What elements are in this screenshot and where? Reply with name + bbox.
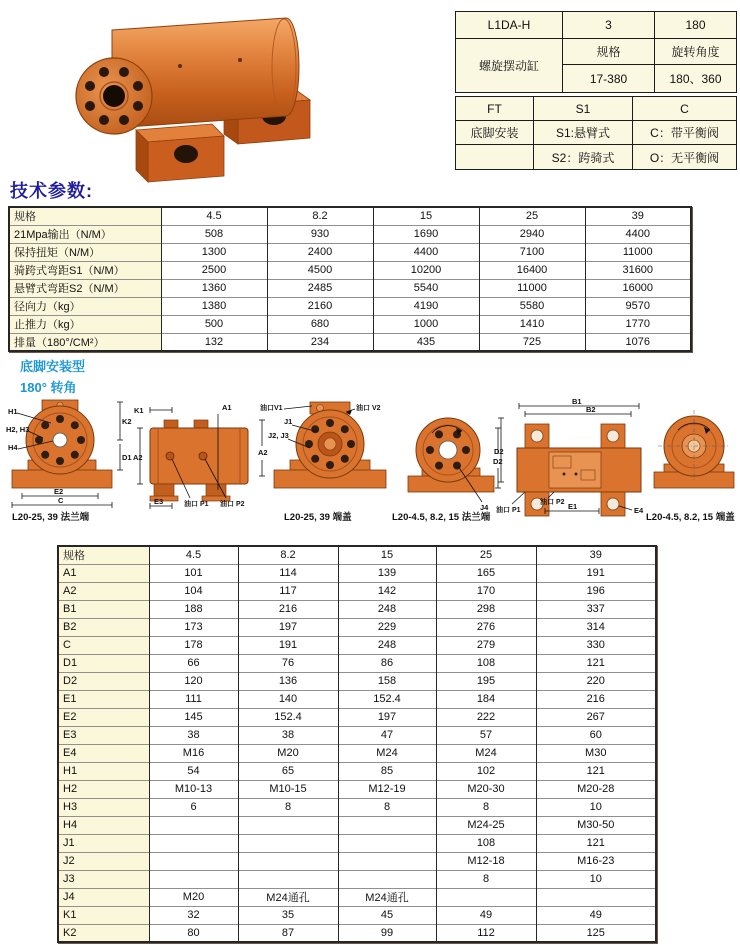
- tech-params-table: [8, 206, 692, 352]
- cell-value: 5580: [479, 297, 585, 315]
- diagram-flange-end-large: [6, 398, 134, 510]
- cell-value: 4400: [585, 225, 691, 243]
- diagram-top-view-small: [492, 398, 652, 518]
- row-label: E3: [58, 726, 149, 744]
- mounting-option-table: [455, 96, 737, 170]
- row-label: H2: [58, 780, 149, 798]
- dim-label-k2: K2: [122, 417, 132, 426]
- row-label: 径向力（kg）: [9, 297, 161, 315]
- cell-value: 1076: [585, 333, 691, 351]
- cell-value: 60: [536, 726, 656, 744]
- table-row: [58, 708, 656, 726]
- table-row: [9, 243, 691, 261]
- caption-flange-end-large: L20-25, 39 法兰端: [12, 512, 90, 523]
- row-label: E2: [58, 708, 149, 726]
- mount-type-label: 底脚安装型: [20, 359, 86, 374]
- table-row: [58, 924, 656, 942]
- row-label: 排量（180°/CM²）: [9, 333, 161, 351]
- cell-value: 435: [373, 333, 479, 351]
- cell-value: [338, 852, 436, 870]
- table-row: [58, 798, 656, 816]
- cell-value: 4500: [267, 261, 373, 279]
- cell-value: 7100: [479, 243, 585, 261]
- cell-value: 4190: [373, 297, 479, 315]
- caption-end-cap-small: L20-4.5, 8.2, 15 端盖: [646, 512, 735, 523]
- cell-value: 132: [161, 333, 267, 351]
- cell-value: 112: [436, 924, 536, 942]
- cell-value: [338, 834, 436, 852]
- table-row: [58, 654, 656, 672]
- header-row: [58, 546, 656, 564]
- cell-value: 2400: [267, 243, 373, 261]
- table-row: [9, 225, 691, 243]
- cell-value: 16000: [585, 279, 691, 297]
- c-code-cell: C: [633, 97, 737, 121]
- cell-value: 47: [338, 726, 436, 744]
- caption-flange-end-small: L20-4.5, 8.2, 15 法兰端: [392, 512, 491, 523]
- cell-value: 195: [436, 672, 536, 690]
- table-row: [58, 834, 656, 852]
- cell-value: M24: [338, 744, 436, 762]
- port-label-v1: 油口V1: [260, 405, 283, 412]
- cell-value: M20-30: [436, 780, 536, 798]
- cell-value: 8: [338, 798, 436, 816]
- dimension-diagrams: [0, 396, 740, 536]
- cell-value: 108: [436, 834, 536, 852]
- cell-value: 248: [338, 600, 436, 618]
- table-row: [58, 780, 656, 798]
- cell-value: 49: [536, 906, 656, 924]
- row-label: J2: [58, 852, 149, 870]
- cell-value: 152.4: [238, 708, 338, 726]
- cell-value: 178: [149, 636, 238, 654]
- mount-label-cell: 底脚安装: [456, 121, 534, 145]
- cell-value: [238, 852, 338, 870]
- cell-value: [436, 888, 536, 906]
- row-label: H3: [58, 798, 149, 816]
- cell-value: 125: [536, 924, 656, 942]
- cell-value: 2160: [267, 297, 373, 315]
- row-label: C: [58, 636, 149, 654]
- s-code-cell: S1: [534, 97, 633, 121]
- dim-label-d2: D2: [494, 447, 504, 456]
- cell-value: 139: [338, 564, 436, 582]
- port-label-p2: 油口 P2: [220, 501, 245, 508]
- center-hole: [53, 433, 67, 447]
- empty-cell: [456, 145, 534, 170]
- cell-value: 8: [238, 798, 338, 816]
- table-row: [9, 333, 691, 351]
- dim-label-j4: J4: [480, 503, 489, 512]
- table-row: [456, 39, 737, 65]
- table-row: [9, 297, 691, 315]
- angle-label-blue: 180° 转角: [20, 380, 77, 395]
- cell-value: [149, 816, 238, 834]
- cell-value: 120: [149, 672, 238, 690]
- dim-label-d2-top: D2: [493, 457, 503, 466]
- row-label: A2: [58, 582, 149, 600]
- cell-value: 222: [436, 708, 536, 726]
- cell-value: 49: [436, 906, 536, 924]
- cell-value: 16400: [479, 261, 585, 279]
- cell-value: 508: [161, 225, 267, 243]
- cell-value: M20-28: [536, 780, 656, 798]
- mount-code-cell: FT: [456, 97, 534, 121]
- cell-value: M10-15: [238, 780, 338, 798]
- table-row: [9, 315, 691, 333]
- cell-value: M24: [436, 744, 536, 762]
- row-label: E4: [58, 744, 149, 762]
- cell-value: 10200: [373, 261, 479, 279]
- table-row: [58, 690, 656, 708]
- row-label: 止推力（kg）: [9, 315, 161, 333]
- cell-value: 337: [536, 600, 656, 618]
- row-label: J4: [58, 888, 149, 906]
- port-label-p1: 油口 P1: [184, 501, 209, 508]
- cell-value: 158: [338, 672, 436, 690]
- row-label: E1: [58, 690, 149, 708]
- angle-code-cell: 180: [655, 12, 737, 39]
- row-label: A1: [58, 564, 149, 582]
- row-label: D1: [58, 654, 149, 672]
- cell-value: 165: [436, 564, 536, 582]
- row-label: B1: [58, 600, 149, 618]
- header-row: [9, 207, 691, 225]
- cell-value: 184: [436, 690, 536, 708]
- cell-value: 191: [536, 564, 656, 582]
- dim-label-k1: K1: [134, 406, 144, 415]
- cell-value: 145: [149, 708, 238, 726]
- cell-value: 276: [436, 618, 536, 636]
- dim-label-a2: A2: [133, 453, 143, 462]
- table-row: [58, 888, 656, 906]
- cell-value: M20: [149, 888, 238, 906]
- dim-label-a1: A1: [222, 403, 232, 412]
- cell-value: 173: [149, 618, 238, 636]
- cell-value: 102: [436, 762, 536, 780]
- dim-label-h4: H4: [8, 443, 18, 452]
- s1-option-cell: S1:悬臂式: [534, 121, 633, 145]
- port-label-p1-top: 油口 P1: [496, 507, 521, 514]
- cell-value: 99: [338, 924, 436, 942]
- cell-value: 279: [436, 636, 536, 654]
- cell-value: 31600: [585, 261, 691, 279]
- dim-label-e2: E2: [54, 487, 64, 496]
- table-row: [58, 564, 656, 582]
- table-row: [58, 870, 656, 888]
- table-row: [58, 582, 656, 600]
- cell-value: 10: [536, 870, 656, 888]
- dim-label-h2-h3: H2, H3: [6, 425, 30, 434]
- cell-value: 57: [436, 726, 536, 744]
- cell-value: 2940: [479, 225, 585, 243]
- cell-value: 11000: [585, 243, 691, 261]
- cell-value: 9570: [585, 297, 691, 315]
- cell-value: [149, 870, 238, 888]
- cell-value: 35: [238, 906, 338, 924]
- col-header: 15: [373, 207, 479, 225]
- cell-value: 725: [479, 333, 585, 351]
- cell-value: 10: [536, 798, 656, 816]
- cell-value: 111: [149, 690, 238, 708]
- cell-value: [338, 816, 436, 834]
- cell-value: M24通孔: [238, 888, 338, 906]
- row-label: K1: [58, 906, 149, 924]
- mounting-foot-front: [136, 124, 224, 182]
- row-label: 21Mpa输出（N/M）: [9, 225, 161, 243]
- diagram-side-view-large: [132, 398, 262, 512]
- angle-options-cell: 180、360: [655, 65, 737, 93]
- caption-end-cap-large: L20-25, 39 端盖: [284, 512, 352, 523]
- dim-label-e1: E1: [568, 502, 578, 511]
- cell-value: M20: [238, 744, 338, 762]
- cell-value: 6: [149, 798, 238, 816]
- cell-value: M30: [536, 744, 656, 762]
- dim-label-c: C: [58, 496, 64, 505]
- cell-value: 1770: [585, 315, 691, 333]
- cell-value: 234: [267, 333, 373, 351]
- cell-value: [238, 834, 338, 852]
- dim-label-d1: D1: [122, 453, 132, 462]
- table-row: [58, 618, 656, 636]
- cell-value: 1360: [161, 279, 267, 297]
- dim-label-h1: H1: [8, 407, 18, 416]
- dim-label-e3: E3: [154, 497, 164, 506]
- port-p1-hole: [166, 452, 174, 460]
- cell-value: 220: [536, 672, 656, 690]
- table-row: [58, 762, 656, 780]
- cell-value: 152.4: [338, 690, 436, 708]
- col-header-label: 规格: [58, 546, 149, 564]
- cell-value: 86: [338, 654, 436, 672]
- cell-value: 5540: [373, 279, 479, 297]
- cell-value: 248: [338, 636, 436, 654]
- cell-value: 1000: [373, 315, 479, 333]
- col-header: 8.2: [267, 207, 373, 225]
- row-label: 悬臂式弯距S2（N/M）: [9, 279, 161, 297]
- table-row: [9, 261, 691, 279]
- cell-value: 1380: [161, 297, 267, 315]
- model-code-table: [455, 11, 737, 93]
- table-row: [58, 672, 656, 690]
- col-header: 39: [585, 207, 691, 225]
- row-label: J3: [58, 870, 149, 888]
- col-header: 15: [338, 546, 436, 564]
- cell-value: 108: [436, 654, 536, 672]
- cell-value: 121: [536, 762, 656, 780]
- cell-value: 500: [161, 315, 267, 333]
- col-header: 4.5: [161, 207, 267, 225]
- cell-value: 2500: [161, 261, 267, 279]
- cell-value: 1300: [161, 243, 267, 261]
- cell-value: 2485: [267, 279, 373, 297]
- cell-value: [338, 870, 436, 888]
- row-label: H4: [58, 816, 149, 834]
- s2-option-cell: S2：跨骑式: [534, 145, 633, 170]
- cell-value: 38: [149, 726, 238, 744]
- cell-value: 216: [238, 600, 338, 618]
- cell-value: 85: [338, 762, 436, 780]
- col-header: 4.5: [149, 546, 238, 564]
- cell-value: 298: [436, 600, 536, 618]
- cell-value: 80: [149, 924, 238, 942]
- section-labels: [20, 356, 85, 398]
- cell-value: 114: [238, 564, 338, 582]
- dimensions-table: [57, 545, 657, 943]
- cell-value: 930: [267, 225, 373, 243]
- cell-value: 140: [238, 690, 338, 708]
- cell-value: 87: [238, 924, 338, 942]
- dim-label-e4: E4: [634, 506, 644, 515]
- port-label-p2-top: 油口 P2: [540, 499, 565, 506]
- center-hole: [439, 441, 457, 459]
- cell-value: 104: [149, 582, 238, 600]
- cell-value: [238, 816, 338, 834]
- cell-value: M12-19: [338, 780, 436, 798]
- table-row: [58, 600, 656, 618]
- cell-value: 170: [436, 582, 536, 600]
- cell-value: 1410: [479, 315, 585, 333]
- row-label: B2: [58, 618, 149, 636]
- row-label: D2: [58, 672, 149, 690]
- cell-value: 11000: [479, 279, 585, 297]
- cell-value: 121: [536, 834, 656, 852]
- row-label: 保持扭矩（N/M）: [9, 243, 161, 261]
- cell-value: 121: [536, 654, 656, 672]
- section-title-tech-params: 技术参数:: [10, 181, 93, 201]
- col-header-label: 规格: [9, 207, 161, 225]
- cell-value: [149, 834, 238, 852]
- col-header: 25: [436, 546, 536, 564]
- table-row: [9, 279, 691, 297]
- cell-value: 188: [149, 600, 238, 618]
- cell-value: 229: [338, 618, 436, 636]
- table-row: [58, 852, 656, 870]
- spec-label-cell: 规格: [563, 39, 655, 65]
- dim-label-j1: J1: [284, 417, 293, 426]
- cell-value: M24通孔: [338, 888, 436, 906]
- col-header: 8.2: [238, 546, 338, 564]
- table-row: [58, 726, 656, 744]
- dim-label-a2-cap: A2: [258, 448, 268, 457]
- cell-value: 314: [536, 618, 656, 636]
- cell-value: 8: [436, 870, 536, 888]
- product-photo: [28, 4, 350, 190]
- cell-value: M12-18: [436, 852, 536, 870]
- table-row: [58, 906, 656, 924]
- cell-value: 66: [149, 654, 238, 672]
- o-option-cell: O：无平衡阀: [633, 145, 737, 170]
- row-label: 骑跨式弯距S1（N/M）: [9, 261, 161, 279]
- dim-label-b1: B1: [572, 398, 582, 406]
- cell-value: 54: [149, 762, 238, 780]
- cell-value: M16-23: [536, 852, 656, 870]
- cell-value: 38: [238, 726, 338, 744]
- cell-value: 65: [238, 762, 338, 780]
- cell-value: 197: [338, 708, 436, 726]
- table-row: [456, 97, 737, 121]
- cell-value: [536, 888, 656, 906]
- table-row: [58, 816, 656, 834]
- cell-value: 32: [149, 906, 238, 924]
- model-code-cell: L1DA-H: [456, 12, 563, 39]
- col-header: 39: [536, 546, 656, 564]
- flange-face: [76, 58, 152, 134]
- cell-value: 142: [338, 582, 436, 600]
- cell-value: 330: [536, 636, 656, 654]
- row-label: K2: [58, 924, 149, 942]
- cell-value: 136: [238, 672, 338, 690]
- cell-value: M16: [149, 744, 238, 762]
- cell-value: 216: [536, 690, 656, 708]
- cell-value: 191: [238, 636, 338, 654]
- cell-value: 76: [238, 654, 338, 672]
- cell-value: 197: [238, 618, 338, 636]
- cell-value: [149, 852, 238, 870]
- row-label: J1: [58, 834, 149, 852]
- product-name-cell: 螺旋摆动缸: [456, 39, 563, 93]
- cell-value: [238, 870, 338, 888]
- cell-value: 8: [436, 798, 536, 816]
- dim-label-b2: B2: [586, 405, 596, 414]
- cell-value: 117: [238, 582, 338, 600]
- port-label-v2: 油口 V2: [356, 405, 381, 412]
- table-row: [58, 744, 656, 762]
- cell-value: M30-50: [536, 816, 656, 834]
- table-row: [456, 12, 737, 39]
- c-option-cell: C：带平衡阀: [633, 121, 737, 145]
- cell-value: 267: [536, 708, 656, 726]
- table-row: [456, 145, 737, 170]
- spec-range-cell: 17-380: [563, 65, 655, 93]
- cell-value: 196: [536, 582, 656, 600]
- angle-label-cell: 旋转角度: [655, 39, 737, 65]
- cell-value: M10-13: [149, 780, 238, 798]
- cell-value: 1690: [373, 225, 479, 243]
- foot-hole: [607, 498, 619, 510]
- size-code-cell: 3: [563, 12, 655, 39]
- cell-value: 45: [338, 906, 436, 924]
- dim-label-j2-j3: J2, J3: [268, 431, 289, 440]
- port-p2-hole: [199, 452, 207, 460]
- table-row: [58, 636, 656, 654]
- diagram-end-cap-large: [258, 398, 398, 510]
- cell-value: 101: [149, 564, 238, 582]
- row-label: H1: [58, 762, 149, 780]
- table-row: [456, 121, 737, 145]
- cell-value: M24-25: [436, 816, 536, 834]
- diagram-end-cap-small: [650, 406, 738, 506]
- col-header: 25: [479, 207, 585, 225]
- cell-value: 4400: [373, 243, 479, 261]
- cell-value: 680: [267, 315, 373, 333]
